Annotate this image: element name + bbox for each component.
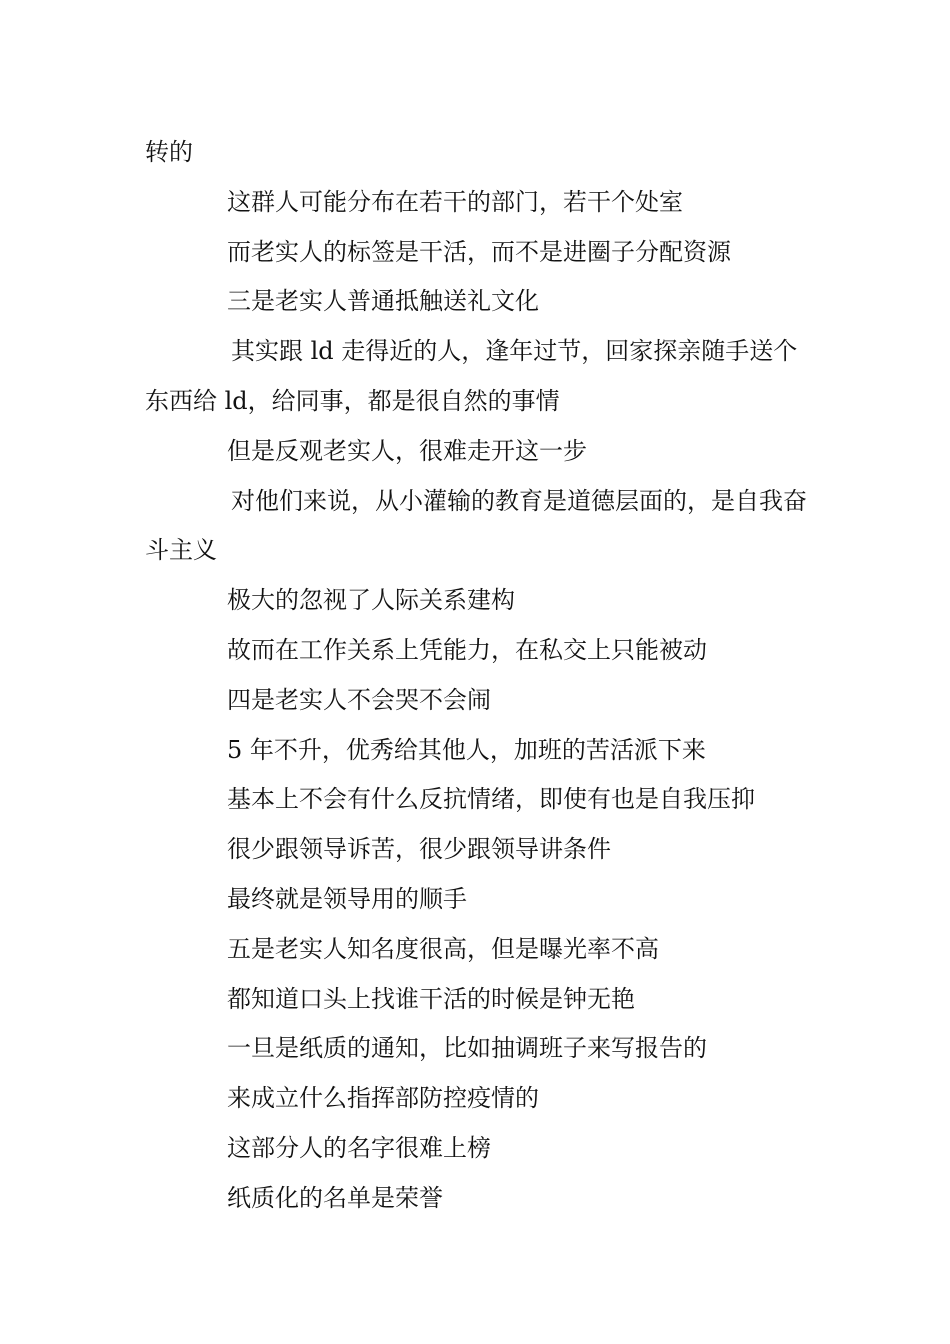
paragraph: 对他们来说，从小灌输的教育是道德层面的，是自我奋斗主义 (145, 486, 807, 565)
paragraph: 最终就是领导用的顺手 (227, 884, 467, 913)
paragraph: 其实跟 ld 走得近的人，逢年过节，回家探亲随手送个东西给 ld，给同事，都是很自然的事情 (145, 337, 798, 415)
paragraph: 来成立什么指挥部防控疫情的 (227, 1084, 539, 1113)
paragraph: 都知道口头上找谁干活的时候是钟无艳 (227, 984, 635, 1013)
paragraph: 基本上不会有什么反抗情绪，即使有也是自我压抑 (227, 785, 755, 814)
paragraph: 三是老实人普通抵触送礼文化 (227, 287, 539, 316)
paragraph: 极大的忽视了人际关系建构 (227, 586, 515, 615)
paragraph: 五是老实人知名度很高，但是曝光率不高 (227, 934, 659, 963)
paragraph: 四是老实人不会哭不会闹 (227, 685, 491, 714)
paragraph: 这部分人的名字很难上榜 (227, 1133, 491, 1162)
paragraph: 而老实人的标签是干活，而不是进圈子分配资源 (227, 237, 731, 266)
paragraph: 5 年不升，优秀给其他人，加班的苦活派下来 (227, 735, 706, 764)
paragraph: 故而在工作关系上凭能力，在私交上只能被动 (227, 635, 707, 664)
paragraph: 但是反观老实人，很难走开这一步 (227, 436, 587, 465)
paragraph: 转的 (145, 138, 193, 166)
paragraph: 很少跟领导诉苦，很少跟领导讲条件 (227, 835, 611, 864)
document-body (145, 128, 815, 1224)
paragraph: 一旦是纸质的通知，比如抽调班子来写报告的 (227, 1034, 707, 1063)
paragraph: 纸质化的名单是荣誉 (227, 1183, 443, 1212)
paragraph: 这群人可能分布在若干的部门，若干个处室 (227, 187, 683, 216)
